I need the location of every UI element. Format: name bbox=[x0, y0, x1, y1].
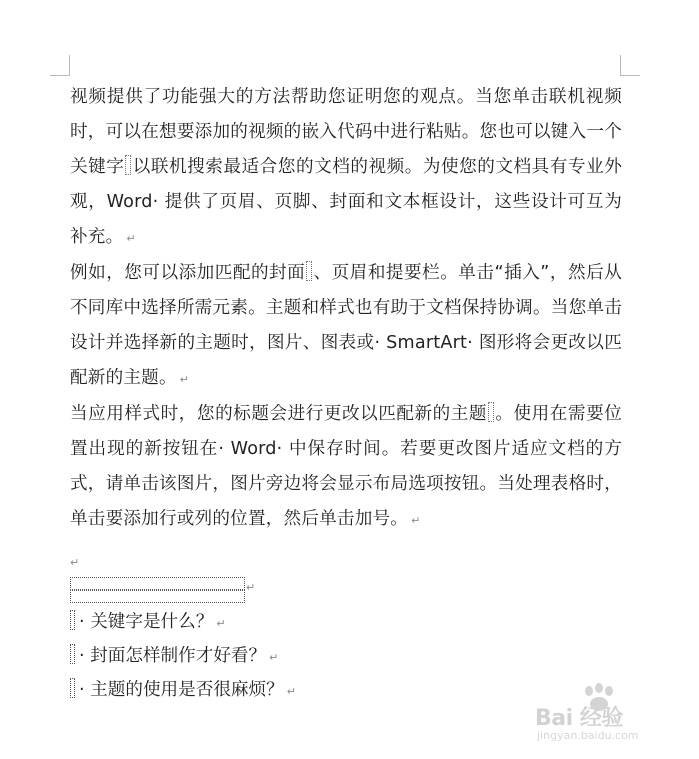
paragraph-mark-icon: ↵ bbox=[126, 232, 136, 245]
paragraph-2[interactable] bbox=[70, 256, 622, 397]
paragraph-mark-icon: ↵ bbox=[70, 556, 80, 569]
crop-mark-top-right bbox=[620, 55, 640, 76]
watermark-brand: Bai 经验 bbox=[535, 706, 623, 731]
bookmark-anchor[interactable] bbox=[125, 155, 131, 175]
paragraph-3-text-a: 当应用样式时，您的标题会进行更改以匹配新的主题 bbox=[70, 404, 488, 424]
toc-field-box-1[interactable] bbox=[70, 577, 245, 590]
paragraph-mark-icon: ↵ bbox=[286, 685, 296, 698]
question-item[interactable] bbox=[70, 640, 622, 674]
toc-field-box-2[interactable] bbox=[70, 590, 245, 603]
paragraph-mark-icon: ↵ bbox=[269, 651, 279, 664]
watermark-url: jingyan.baidu.com bbox=[537, 729, 639, 742]
bookmark-anchor[interactable] bbox=[70, 644, 75, 664]
empty-paragraph[interactable] bbox=[70, 551, 622, 575]
paragraph-1-text-a: 视频提供了功能强大的方法帮助您证明您的观点。当您单击联机视频时，可以在想要添加的视频的嵌入代码中进行粘贴。您也可以键入一个关键字 bbox=[70, 87, 622, 177]
question-text: · 封面怎样制作才好看？ bbox=[79, 646, 267, 666]
paragraph-mark-icon: ↵ bbox=[246, 581, 256, 594]
bookmark-anchor[interactable] bbox=[306, 261, 312, 281]
baidu-jingyan-watermark bbox=[535, 683, 665, 745]
paragraph-2-text-a: 例如，您可以添加匹配的封面 bbox=[70, 263, 306, 283]
paragraph-1[interactable] bbox=[70, 80, 622, 256]
toc-placeholder[interactable] bbox=[70, 575, 622, 606]
bookmark-anchor[interactable] bbox=[70, 610, 75, 630]
document-body[interactable] bbox=[70, 80, 622, 708]
paragraph-3-text-b: 。使用在需要位置出现的新按钮在· Word· 中保存时间。若要更改图片适应文档的方式，请单击该图片，图片旁边将会显示布局选项按钮。当处理表格时，单击要添加行或列的位置，然后单击加号。 bbox=[70, 404, 622, 529]
bookmark-anchor[interactable] bbox=[488, 402, 494, 422]
paragraph-3[interactable] bbox=[70, 397, 622, 538]
paragraph-mark-icon: ↵ bbox=[179, 373, 190, 386]
paragraph-2-text-b: 、页眉和提要栏。单击“插入”，然后从不同库中选择所需元素。主题和样式也有助于文档保持协调。当您单击设计并选择新的主题时，图片、图表或· SmartArt· 图形将会更改以匹配新的主题。 bbox=[70, 263, 622, 388]
bookmark-anchor[interactable] bbox=[70, 678, 75, 698]
paragraph-1-text-b: 以联机搜索最适合您的文档的视频。为使您的文档具有专业外观，Word· 提供了页眉、页脚、封面和文本框设计，这些设计可互为补充。 bbox=[70, 157, 622, 247]
question-text: · 主题的使用是否很麻烦？ bbox=[79, 680, 284, 700]
paragraph-mark-icon: ↵ bbox=[216, 617, 226, 630]
paragraph-mark-icon: ↵ bbox=[411, 514, 421, 527]
question-item[interactable] bbox=[70, 606, 622, 640]
question-text: · 关键字是什么？ bbox=[79, 612, 214, 632]
crop-mark-top-left bbox=[50, 55, 70, 76]
